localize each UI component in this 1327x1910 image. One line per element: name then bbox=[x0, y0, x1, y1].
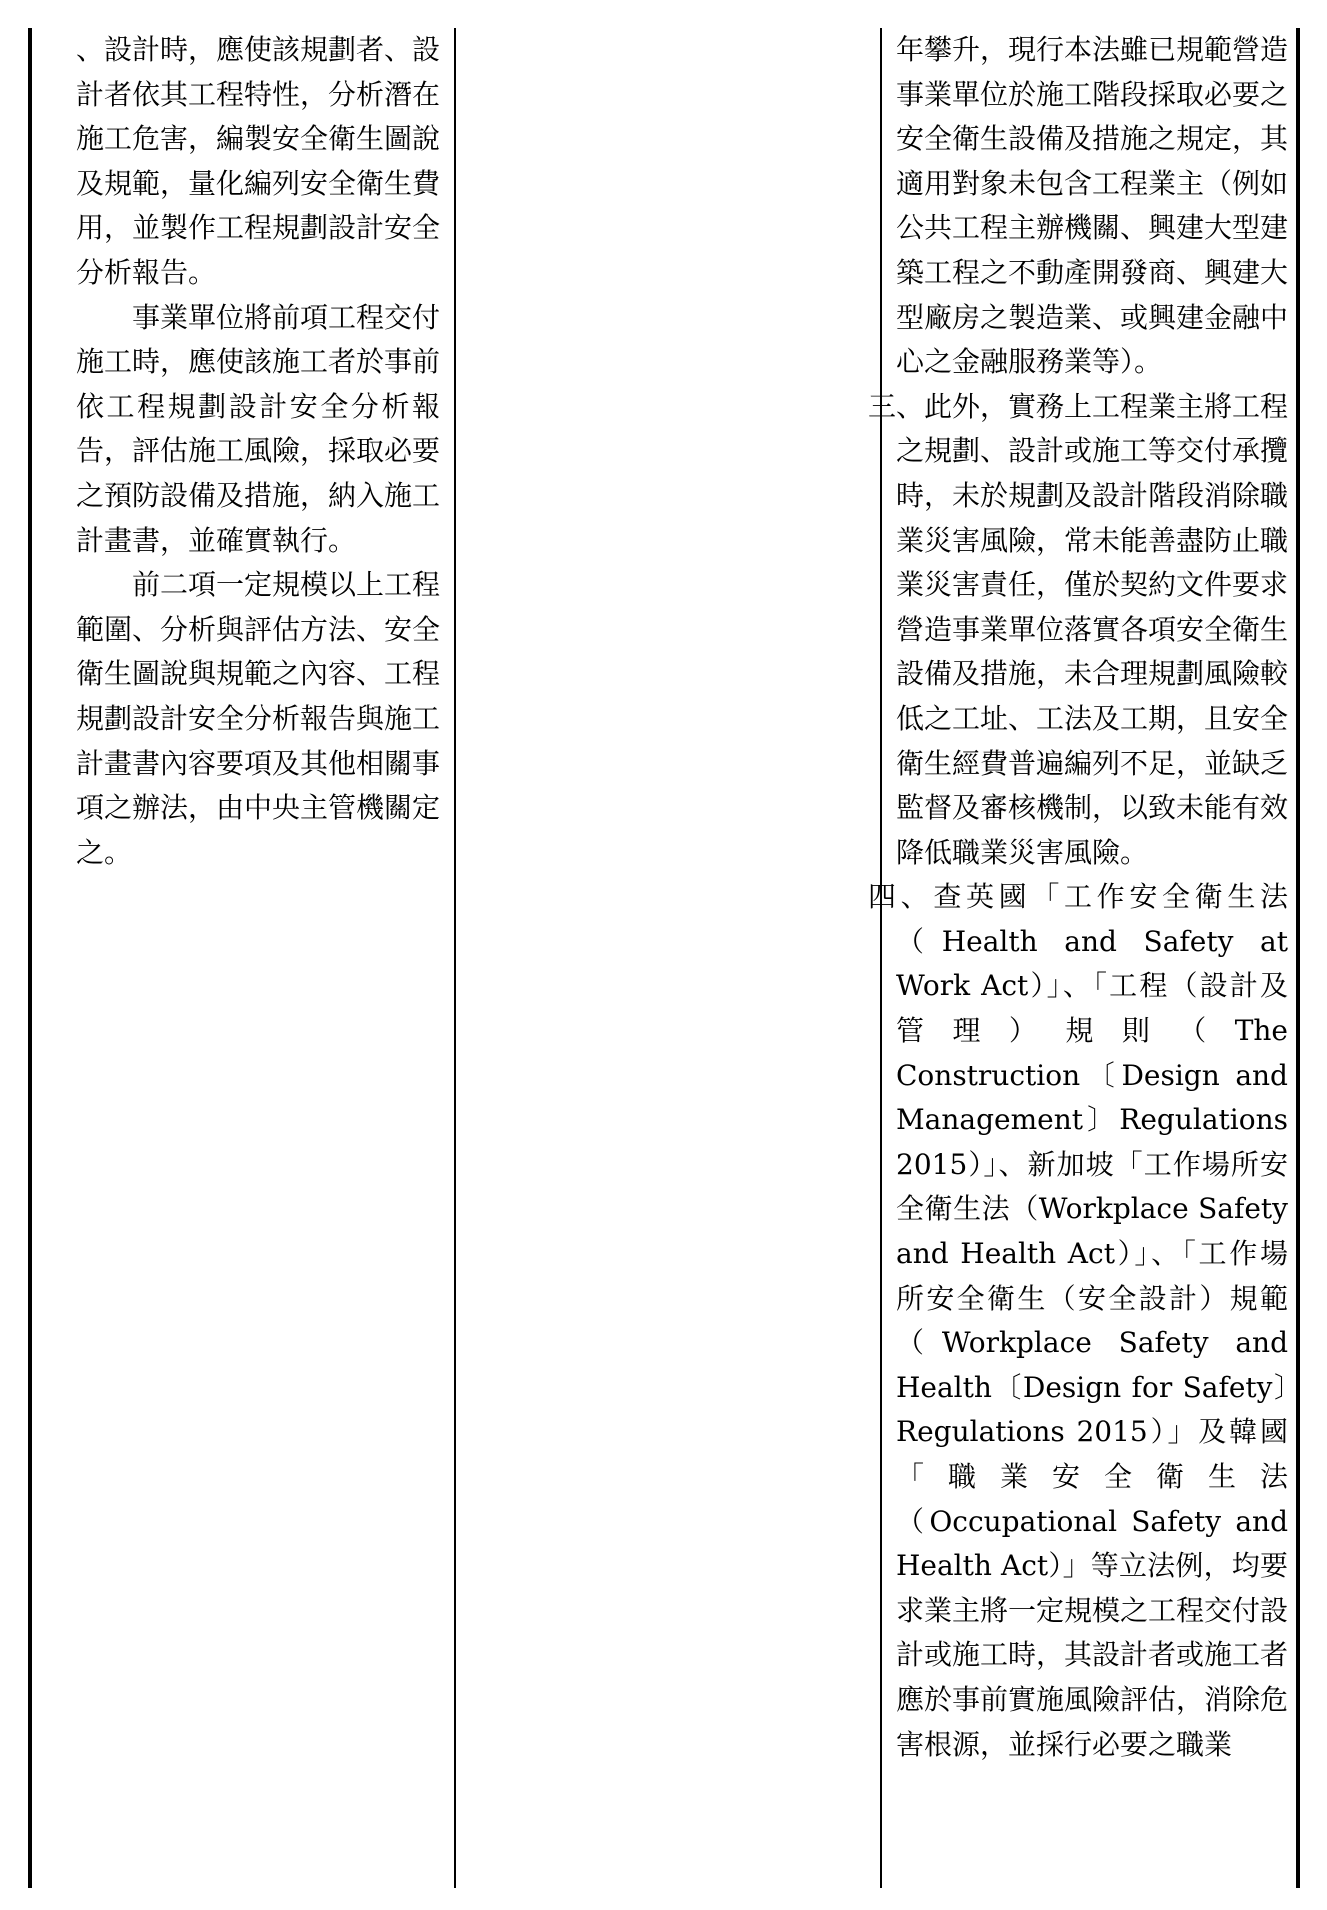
table-right-border bbox=[1296, 28, 1300, 1888]
right-paragraph-continued: 年攀升，現行本法雖已規範營造事業單位於施工階段採取必要之安全衛生設備及措施之規定，其適用對象未包含工程業主（例如公共工程主辦機關、興建大型建築工程之不動產開發商、興建大型廠房之製造業、或興建金融中心之金融服務業等）。 bbox=[896, 33, 1289, 379]
right-column bbox=[868, 28, 1289, 1767]
left-paragraph-3: 前二項一定規模以上工程範圍、分析與評估方法、安全衛生圖說與規範之內容、工程規劃設計安全分析報告與施工計畫書內容要項及其他相關事項之辦法，由中央主管機關定之。 bbox=[76, 568, 441, 869]
right-item-4: 四、查英國「工作安全衛生法（Health and Safety at Work Act）」、「工程（設計及管理）規則（The Construction〔Design and Management〕Regulations 2015）」、新加坡「工作場所安全衛生法（Workplace Safety and Health Act）」、「工作場所安全衛生（安全設計）規範（Workplace Safety and Health〔Design for Safety〕Regulations 2015）」及韓國「職業安全衛生法（Occupational Safety and Health Act）」等立法例，均要求業主將一定規模之工程交付設計或施工時，其設計者或施工者應於事前實施風險評估，消除危害根源，並採行必要之職業 bbox=[868, 880, 1289, 1761]
right-item-3: 三、此外，實務上工程業主將工程之規劃、設計或施工等交付承攬時，未於規劃及設計階段消除職業災害風險，常未能善盡防止職業災害責任，僅於契約文件要求營造事業單位落實各項安全衛生設備及措施，未合理規劃風險較低之工址、工法及工期，且安全衛生經費普遍編列不足，並缺乏監督及審核機制，以致未能有效降低職業災害風險。 bbox=[868, 389, 1289, 869]
column-divider-2 bbox=[880, 28, 882, 1888]
column-divider-1 bbox=[454, 28, 456, 1888]
left-paragraph-1: 、設計時，應使該規劃者、設計者依其工程特性，分析潛在施工危害，編製安全衛生圖說及規範，量化編列安全衛生費用，並製作工程規劃設計安全分析報告。 bbox=[76, 33, 441, 289]
left-paragraph-2: 事業單位將前項工程交付施工時，應使該施工者於事前依工程規劃設計安全分析報告，評估施工風險，採取必要之預防設備及措施，納入施工計畫書，並確實執行。 bbox=[76, 300, 441, 557]
table-left-border bbox=[28, 28, 32, 1888]
left-column bbox=[76, 28, 440, 875]
